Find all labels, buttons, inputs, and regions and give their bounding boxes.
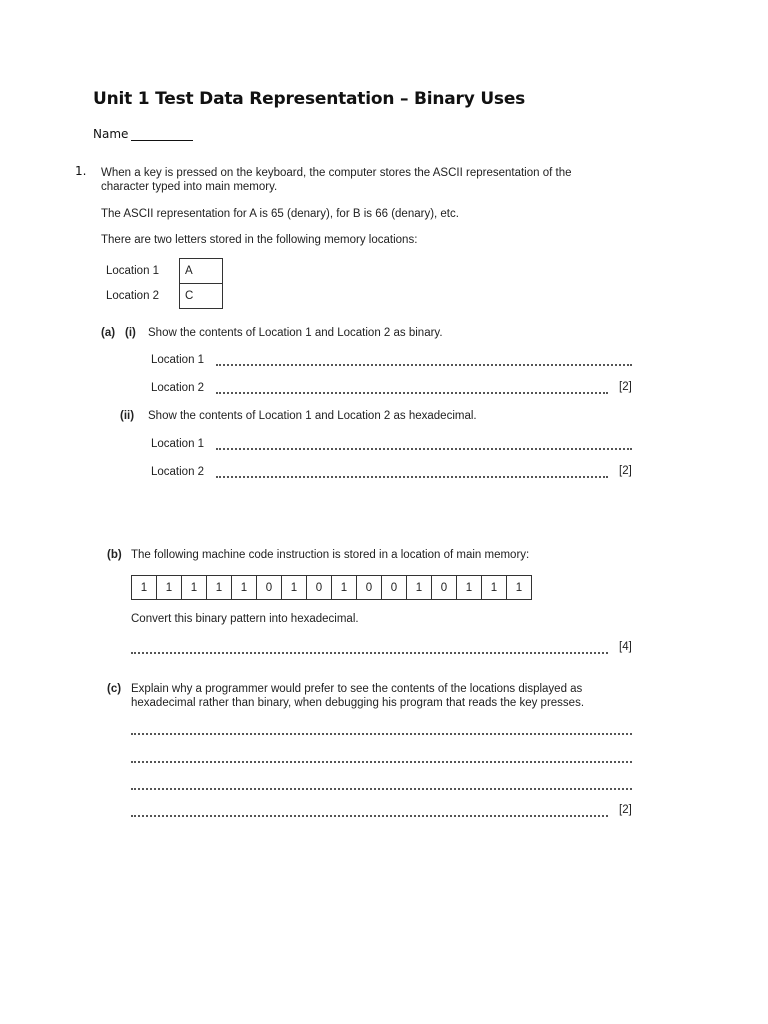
part-a-ii-text: Show the contents of Location 1 and Location 2 as hexadecimal. [148,410,477,422]
location-label: Location 2 [106,290,160,302]
bit-cell: 1 [332,576,357,599]
bit-cell: 1 [207,576,232,599]
location-value: A [180,259,223,284]
bit-cell: 0 [307,576,332,599]
a-ii-location1-label: Location 1 [151,438,205,450]
part-b-marks: [4] [619,641,632,653]
part-b-text: The following machine code instruction is stored in a location of main memory: [131,549,530,561]
part-c-answer-line-2[interactable] [131,761,632,763]
part-a-i-text: Show the contents of Location 1 and Location 2 as binary. [148,327,443,339]
table-row [102,284,223,309]
question-intro-line2: character typed into main memory. [101,181,278,193]
location-value: C [180,284,223,309]
part-c-label: (c) [107,683,122,695]
question-intro [101,166,641,194]
part-c-marks: [2] [619,804,632,816]
part-b-convert-text: Convert this binary pattern into hexadecimal. [131,613,359,625]
a-i-location1-answer-line[interactable] [216,364,632,366]
a-i-location2-answer-line[interactable] [216,392,608,394]
a-i-location1-label: Location 1 [151,354,205,366]
bit-cell: 1 [132,576,157,599]
bit-cell: 1 [182,576,207,599]
part-c-answer-line-3[interactable] [131,788,632,790]
table-row [102,259,223,284]
bit-cell: 1 [232,576,257,599]
ascii-note: The ASCII representation for A is 65 (denary), for B is 66 (denary), etc. [101,208,459,220]
a-ii-location2-answer-line[interactable] [216,476,608,478]
a-ii-location2-label: Location 2 [151,466,205,478]
memory-location-table [102,258,223,309]
part-c-answer-line-1[interactable] [131,733,632,735]
memory-note: There are two letters stored in the following memory locations: [101,234,418,246]
a-i-marks: [2] [619,381,632,393]
part-c-text-line2: hexadecimal rather than binary, when debugging his program that reads the key presses. [131,697,585,709]
bit-cell: 1 [157,576,182,599]
name-blank-line[interactable] [131,128,193,141]
bit-cell: 0 [382,576,407,599]
page-title: Unit 1 Test Data Representation – Binary Uses [93,89,526,109]
part-c-text [131,682,641,710]
part-a-label: (a) [101,327,116,339]
binary-pattern-boxes [131,575,532,600]
part-a-ii-label: (ii) [120,410,135,422]
a-i-location2-label: Location 2 [151,382,205,394]
bit-cell: 1 [482,576,507,599]
bit-cell: 0 [357,576,382,599]
name-label: Name [93,127,129,141]
bit-cell: 1 [515,581,523,594]
question-number: 1. [75,164,87,178]
bit-cell: 0 [257,576,282,599]
part-b-answer-line[interactable] [131,652,608,654]
a-ii-location1-answer-line[interactable] [216,448,632,450]
part-b-label: (b) [107,549,122,561]
part-c-text-line1: Explain why a programmer would prefer to see the contents of the locations displayed as [131,683,583,695]
bit-cell: 1 [282,576,307,599]
part-a-i-label: (i) [125,327,136,339]
bit-cell: 1 [457,576,482,599]
bit-cell: 0 [432,576,457,599]
part-c-answer-line-4[interactable] [131,815,608,817]
bit-cell: 1 [407,576,432,599]
location-label: Location 1 [106,265,160,277]
name-field [93,127,193,141]
question-intro-line1: When a key is pressed on the keyboard, the computer stores the ASCII representation of the [101,167,572,179]
a-ii-marks: [2] [619,465,632,477]
